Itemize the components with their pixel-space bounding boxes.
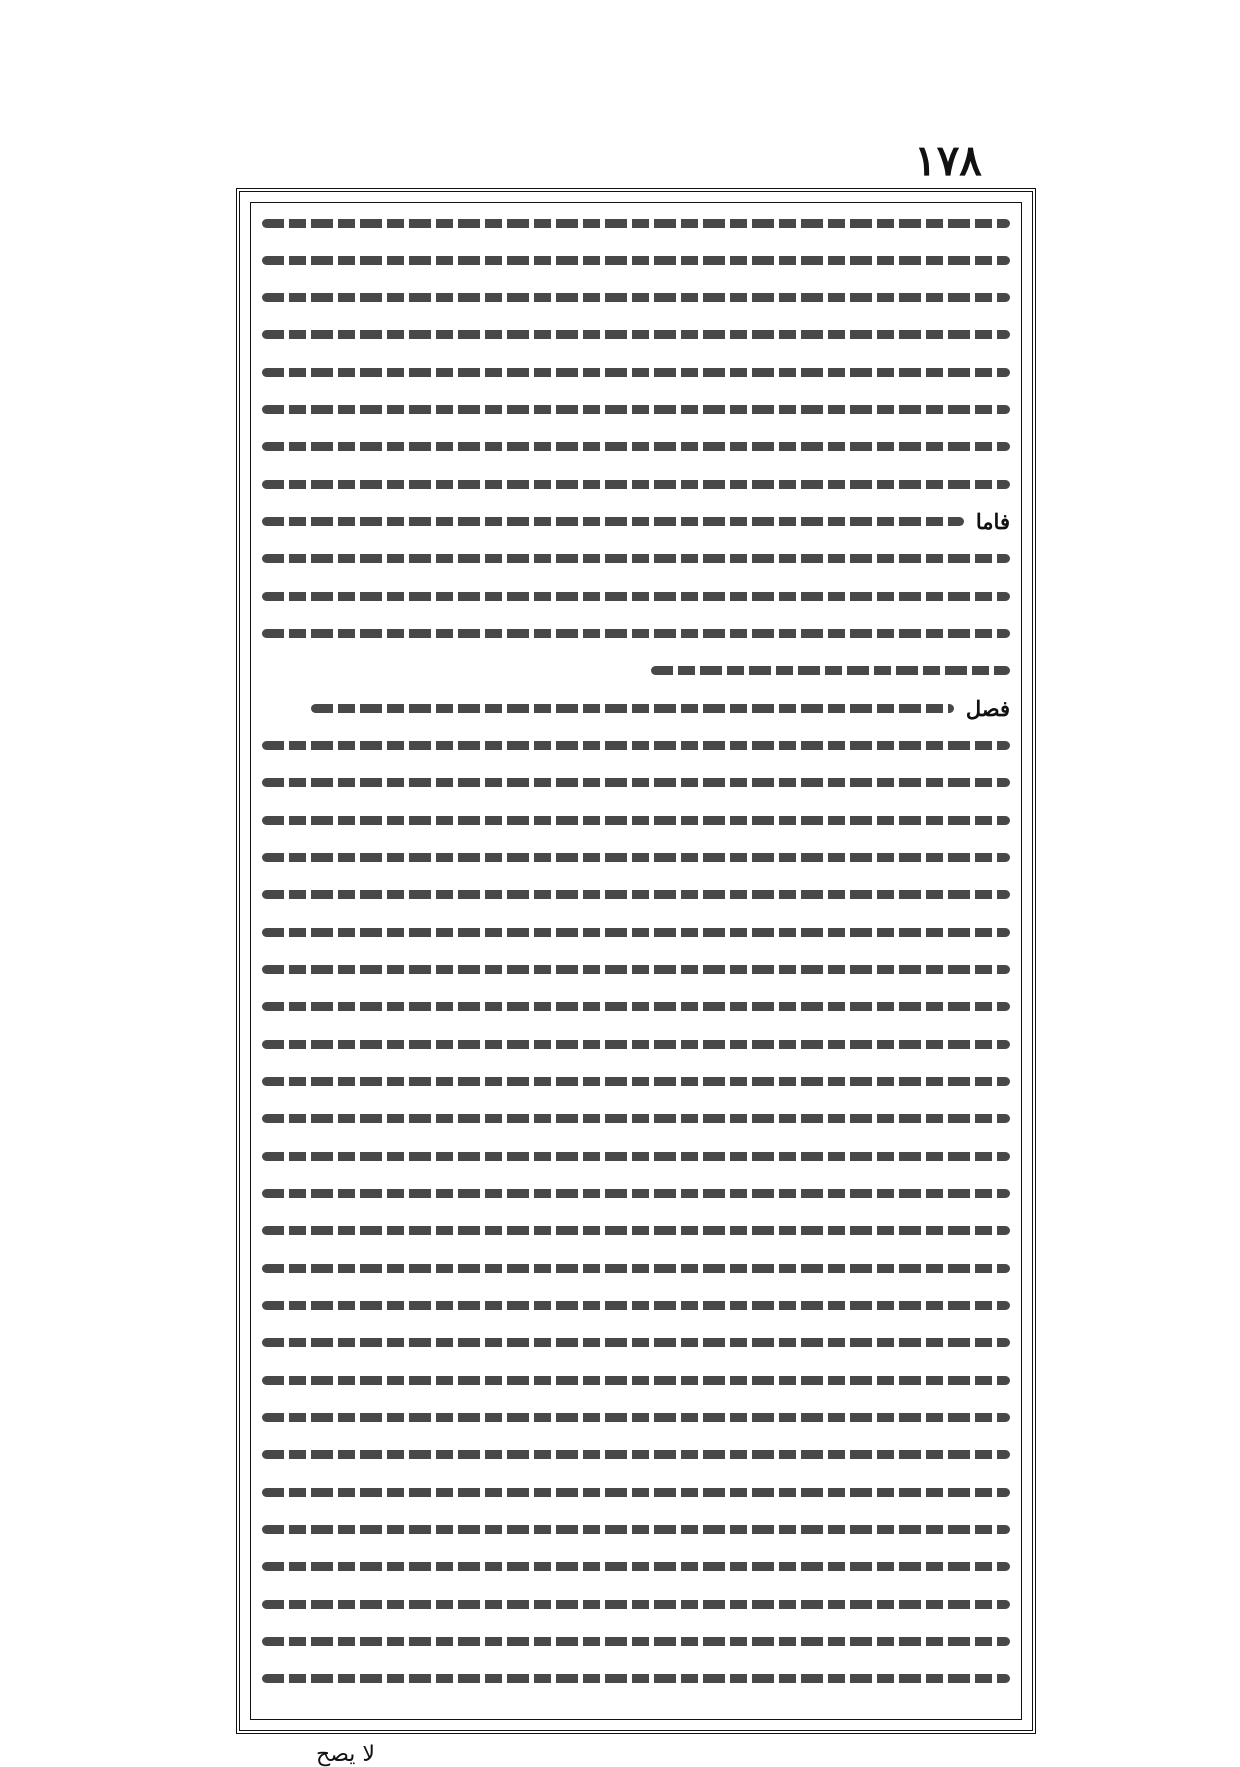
arabic-text-block [262, 206, 1010, 1696]
text-line [262, 393, 1010, 427]
text-line [262, 1326, 1010, 1360]
text-line [262, 281, 1010, 315]
text-line [262, 1624, 1010, 1658]
text-line [262, 878, 1010, 912]
text-line [262, 1401, 1010, 1435]
paragraph-label: فاما [975, 509, 1010, 535]
text-line [262, 1363, 1010, 1397]
text-line [262, 206, 1010, 240]
text-line [262, 542, 1010, 576]
text-line [262, 505, 1010, 539]
section-heading-line [262, 691, 1010, 725]
text-line [262, 1438, 1010, 1472]
text-line [262, 654, 1010, 688]
text-line [262, 953, 1010, 987]
text-line [262, 1475, 1010, 1509]
text-line [262, 1027, 1010, 1061]
section-heading: فصل [965, 695, 1010, 721]
text-line [262, 1102, 1010, 1136]
text-line [262, 1065, 1010, 1099]
text-line [262, 1512, 1010, 1546]
text-line [262, 729, 1010, 763]
text-line [262, 430, 1010, 464]
text-line [262, 1251, 1010, 1285]
text-line [262, 243, 1010, 277]
text-line [262, 1587, 1010, 1621]
text-line [262, 355, 1010, 389]
text-line [262, 1662, 1010, 1696]
text-line [262, 579, 1010, 613]
text-line [262, 1177, 1010, 1211]
text-line [262, 1289, 1010, 1323]
text-frame [236, 188, 1036, 1734]
text-line [262, 617, 1010, 651]
text-line [262, 915, 1010, 949]
catchword: لا يصح [316, 1742, 375, 1767]
text-line [262, 841, 1010, 875]
text-line [262, 990, 1010, 1024]
text-line [262, 1550, 1010, 1584]
text-line [262, 467, 1010, 501]
text-line [262, 318, 1010, 352]
text-line [262, 766, 1010, 800]
text-line [262, 803, 1010, 837]
text-line [262, 1139, 1010, 1173]
text-line [262, 1214, 1010, 1248]
page-number: ١٧٨ [914, 136, 982, 185]
